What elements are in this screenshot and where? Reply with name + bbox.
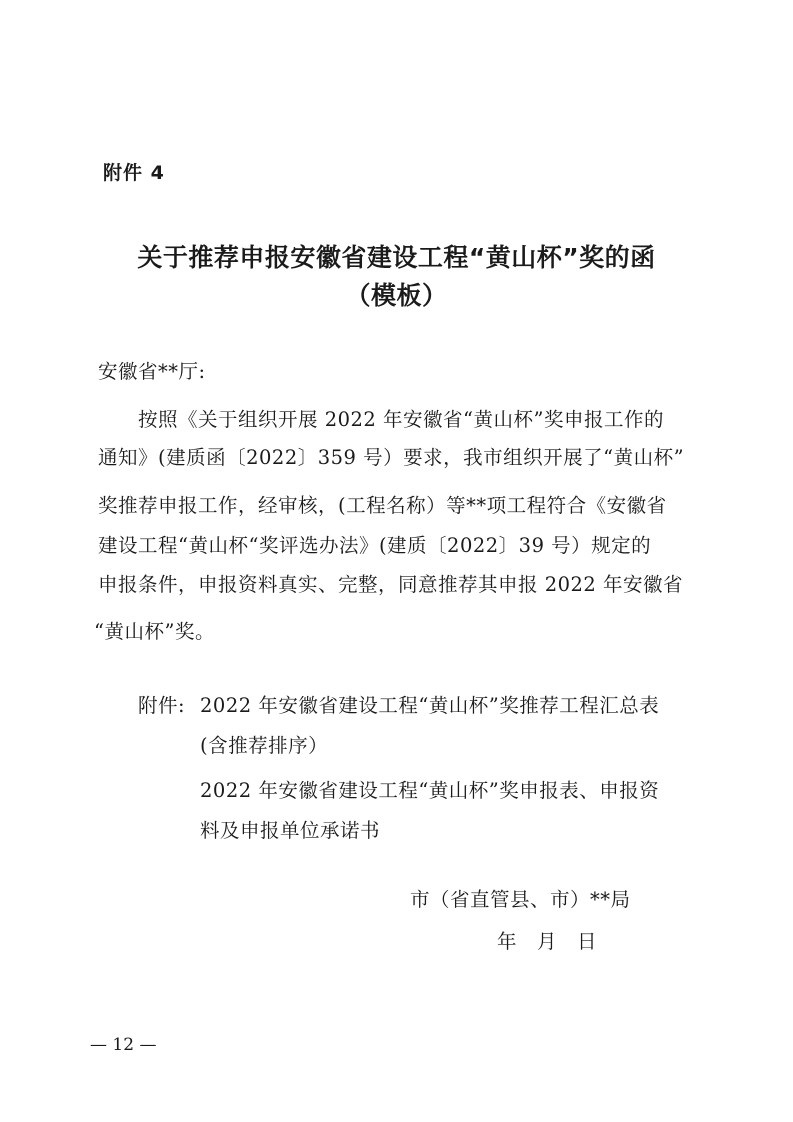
date-day: 日 — [577, 930, 597, 953]
date-year: 年 — [497, 930, 517, 953]
body-line-3: 奖推荐申报工作，经审核，(工程名称）等**项工程符合《安徽省 — [98, 494, 667, 517]
page-number: — 12 — — [90, 1035, 157, 1055]
body-line-4: 建设工程“黄山杯“奖评选办法》(建质〔2022〕39 号）规定的 — [98, 534, 652, 557]
salutation: 安徽省**厅: — [98, 360, 206, 383]
body-line-6: “黄山杯”奖。 — [94, 620, 215, 643]
attachments-prefix: 附件: — [138, 694, 186, 717]
document-title-line-1: 关于推荐申报安徽省建设工程“黄山杯”奖的函 — [137, 243, 656, 272]
signature-date — [497, 926, 597, 954]
attachment-item-2-line-1: 2022 年安徽省建设工程“黄山杯”奖申报表、申报资 — [200, 779, 660, 802]
attachment-item-2-line-2: 料及申报单位承诺书 — [200, 819, 381, 842]
attachment-number-label: 附件 4 — [103, 162, 165, 184]
body-line-2: 通知》(建质函〔2022〕359 号）要求，我市组织开展了“黄山杯” — [98, 446, 685, 469]
attachment-item-1-line-2: (含推荐排序） — [200, 734, 329, 757]
body-line-1: 按照《关于组织开展 2022 年安徽省“黄山杯”奖申报工作的 — [138, 408, 664, 431]
attachment-item-1-line-1: 2022 年安徽省建设工程“黄山杯”奖推荐工程汇总表 — [200, 694, 660, 717]
date-month: 月 — [537, 930, 557, 953]
body-line-5: 申报条件，申报资料真实、完整，同意推荐其申报 2022 年安徽省 — [98, 573, 684, 596]
signer-organization: 市（省直管县、市）**局 — [410, 888, 631, 911]
document-title-line-2: （模板） — [345, 281, 448, 310]
